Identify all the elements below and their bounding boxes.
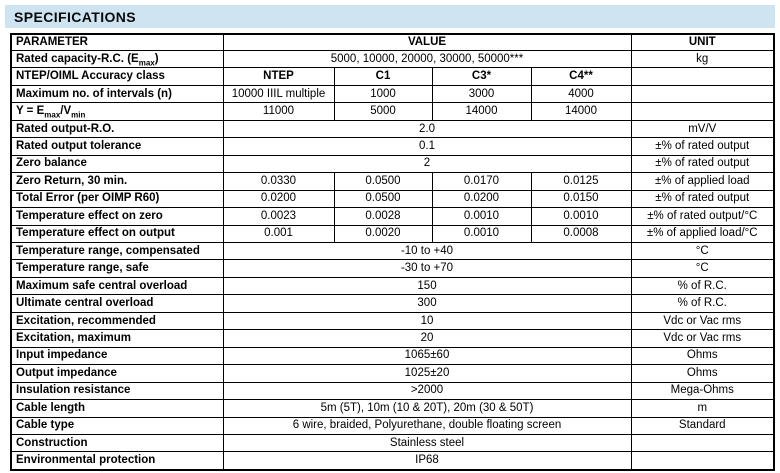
unit-cell: Mega-Ohms [631,382,774,399]
value-cell: 6 wire, braided, Polyurethane, double floating screen [223,417,631,434]
value-cell: 20 [223,330,631,347]
param-cell: Input impedance [11,347,223,364]
value-cell: 0.0500 [334,190,432,207]
unit-cell: % of R.C. [631,277,774,294]
param-cell: Temperature range, safe [11,260,223,277]
unit-cell: °C [631,260,774,277]
table-row [11,382,774,399]
value-cell: 11000 [223,103,334,120]
value-cell: 10 [223,312,631,329]
param-cell: Rated output tolerance [11,138,223,155]
table-row [11,295,774,312]
specifications-table [10,33,775,471]
param-cell: Construction [11,434,223,451]
value-cell: 5m (5T), 10m (10 & 20T), 20m (30 & 50T) [223,400,631,417]
table-row [11,208,774,225]
value-cell: 300 [223,295,631,312]
table-row [11,312,774,329]
specifications-header-bar [5,5,775,28]
value-cell: 0.0023 [223,208,334,225]
value-cell: 1065±60 [223,347,631,364]
unit-cell: °C [631,242,774,259]
value-cell: -30 to +70 [223,260,631,277]
unit-cell [631,452,774,470]
value-cell: 10000 IIIL multiple [223,85,334,102]
value-cell: 0.0010 [432,225,531,242]
unit-cell: ±% of rated output [631,155,774,172]
param-cell: Temperature range, compensated [11,242,223,259]
param-cell: Cable length [11,400,223,417]
table-row [11,68,774,85]
unit-cell [631,434,774,451]
param-cell: Excitation, maximum [11,330,223,347]
value-cell: 2.0 [223,120,631,137]
value-cell: 0.001 [223,225,334,242]
value-cell: 0.0170 [432,173,531,190]
table-row [11,330,774,347]
value-cell: IP68 [223,452,631,470]
unit-cell: ±% of applied load [631,173,774,190]
unit-cell: mV/V [631,120,774,137]
param-cell: Rated output-R.O. [11,120,223,137]
value-cell: C3* [432,68,531,85]
param-cell: Maximum no. of intervals (n) [11,85,223,102]
value-cell: 14000 [432,103,531,120]
unit-cell [631,103,774,120]
value-cell: NTEP [223,68,334,85]
value-cell: 150 [223,277,631,294]
param-cell: $Y = E_{max}/V_{min}$ [11,103,223,120]
param-cell: Zero balance [11,155,223,172]
table-row [11,51,774,68]
table-row [11,260,774,277]
unit-cell: Standard [631,417,774,434]
value-cell: 0.0020 [334,225,432,242]
value-cell: 1000 [334,85,432,102]
value-cell: 4000 [531,85,631,102]
unit-cell: ±% of applied load/°C [631,225,774,242]
value-cell: 0.0200 [223,190,334,207]
table-row [11,417,774,434]
specifications-title: SPECIFICATIONS [14,8,137,25]
value-cell: 0.0125 [531,173,631,190]
unit-cell [631,68,774,85]
value-cell: C4** [531,68,631,85]
table-row [11,277,774,294]
table-row [11,103,774,120]
value-cell: 0.0008 [531,225,631,242]
table-row [11,85,774,102]
table-row [11,120,774,137]
table-row [11,434,774,451]
value-cell: 3000 [432,85,531,102]
unit-cell: ±% of rated output [631,190,774,207]
param-cell: Rated capacity-R.C. $(E_{max})$ [11,51,223,68]
table-row [11,452,774,470]
table-header-row [11,34,774,51]
table-row [11,242,774,259]
param-cell: Temperature effect on output [11,225,223,242]
param-cell: Zero Return, 30 min. [11,173,223,190]
param-cell: Cable type [11,417,223,434]
value-cell: 0.0010 [531,208,631,225]
table-row [11,190,774,207]
value-cell: 0.0200 [432,190,531,207]
value-cell: 0.0150 [531,190,631,207]
table-row [11,365,774,382]
unit-cell: Vdc or Vac rms [631,330,774,347]
table-row [11,347,774,364]
unit-cell [631,85,774,102]
unit-cell: kg [631,51,774,68]
param-cell: Environmental protection [11,452,223,470]
header-unit: UNIT [631,34,774,51]
value-cell: -10 to +40 [223,242,631,259]
param-cell: Maximum safe central overload [11,277,223,294]
header-value: VALUE [223,34,631,51]
param-cell: NTEP/OIML Accuracy class [11,68,223,85]
param-cell: Temperature effect on zero [11,208,223,225]
value-cell: 5000 [334,103,432,120]
table-row [11,225,774,242]
table-row [11,400,774,417]
header-parameter: PARAMETER [11,34,223,51]
unit-cell: % of R.C. [631,295,774,312]
param-cell: Excitation, recommended [11,312,223,329]
table-row [11,173,774,190]
value-cell: >2000 [223,382,631,399]
value-cell: 1025±20 [223,365,631,382]
param-cell: Insulation resistance [11,382,223,399]
value-cell: 0.1 [223,138,631,155]
value-cell: 14000 [531,103,631,120]
table-row [11,138,774,155]
value-cell: C1 [334,68,432,85]
unit-cell: ±% of rated output [631,138,774,155]
unit-cell: Vdc or Vac rms [631,312,774,329]
table-row [11,155,774,172]
value-cell: Stainless steel [223,434,631,451]
value-cell: 0.0028 [334,208,432,225]
param-cell: Output impedance [11,365,223,382]
value-cell: 0.0500 [334,173,432,190]
param-cell: Total Error (per OIMP R60) [11,190,223,207]
param-cell: Ultimate central overload [11,295,223,312]
value-cell: 0.0010 [432,208,531,225]
unit-cell: m [631,400,774,417]
unit-cell: ±% of rated output/°C [631,208,774,225]
value-cell: 5000, 10000, 20000, 30000, 50000*** [223,51,631,68]
value-cell: 0.0330 [223,173,334,190]
unit-cell: Ohms [631,347,774,364]
value-cell: 2 [223,155,631,172]
unit-cell: Ohms [631,365,774,382]
